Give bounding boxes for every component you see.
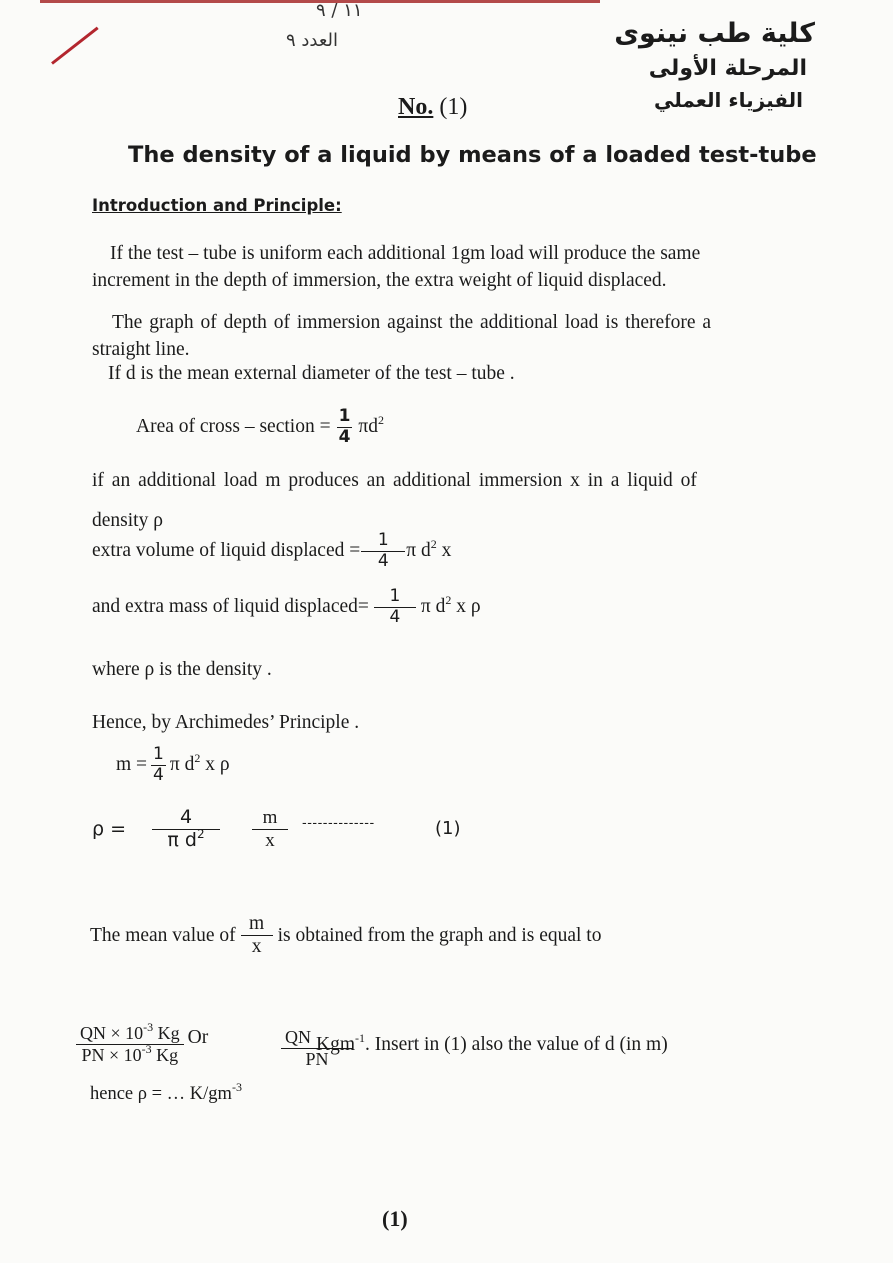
rho-fraction-2 (252, 808, 288, 851)
m-over-x-denominator: x (251, 936, 262, 958)
experiment-no-label: No. (398, 94, 434, 120)
college-name: كلية طب نينوى (614, 18, 815, 49)
volume-equation (92, 532, 451, 571)
volume-numerator: 1 (361, 532, 405, 552)
rho-denominator-2: x (265, 829, 275, 851)
qn-numerator-exp: -3 (143, 1020, 154, 1034)
paragraph-4-line-2: density ρ (92, 510, 163, 531)
qn2-tail-unit: Kgm (316, 1034, 355, 1055)
m-over-x-fraction (242, 914, 272, 958)
experiment-no-value: (1) (439, 94, 468, 120)
qn2-denominator: PN (305, 1048, 329, 1069)
volume-fraction (362, 532, 404, 571)
qn2-tail-text: . Insert in (1) also the value of d (in m) (365, 1034, 668, 1055)
volume-denominator: 4 (377, 550, 389, 571)
rho-numerator-2: m (252, 808, 288, 830)
m-numerator: 1 (153, 744, 164, 764)
mass-denominator: 4 (389, 606, 401, 627)
pn-denominator-text: PN × 10 (81, 1044, 142, 1065)
page-number: (1) (382, 1206, 408, 1231)
qn2-tail-exp: -1 (355, 1031, 365, 1045)
section-heading: Introduction and Principle: (92, 196, 342, 215)
experiment-number (398, 94, 467, 121)
m-tail-b: x ρ (200, 754, 230, 776)
archimedes-line: Hence, by Archimedes’ Principle . (92, 712, 360, 733)
hence-exponent: -3 (231, 1080, 242, 1094)
area-tail (358, 413, 385, 438)
area-exponent: 2 (378, 413, 385, 428)
rho-denominator-1 (165, 826, 206, 851)
m-exponent: 2 (194, 751, 201, 766)
m-over-x-numerator: m (241, 914, 273, 936)
qn-numerator (76, 1020, 184, 1045)
mass-equation (92, 588, 481, 627)
paragraph-2-line-1: The graph of depth of immersion against the additional load is therefore a (112, 312, 712, 333)
area-numerator: 1 (338, 406, 351, 426)
rho-equation-label: (1) (435, 818, 461, 839)
pn-denominator-exp: -3 (141, 1041, 152, 1056)
qn-pn-expression (76, 1020, 209, 1065)
qn2-numerator: QN (281, 1028, 353, 1049)
paragraph-2-line-2: straight line. (92, 339, 190, 360)
paragraph-1-line-1: If the test – tube is uniform each additional 1gm load will produce the same (110, 243, 701, 264)
m-lhs: m = (116, 754, 148, 776)
volume-label: extra volume of liquid displaced = (92, 540, 361, 562)
red-pen-mark (51, 27, 99, 65)
area-tail-text: πd (358, 416, 379, 438)
m-tail (169, 751, 230, 776)
volume-tail-b: x (436, 540, 452, 562)
rho-denominator-1-text: π d (167, 828, 197, 851)
area-fraction (337, 408, 353, 447)
page-title: The density of a liquid by means of a loaded test-tube (128, 142, 817, 168)
hence-line (90, 1080, 242, 1105)
area-label: Area of cross – section = (136, 416, 331, 438)
area-equation (136, 408, 384, 447)
area-denominator: 4 (338, 426, 351, 447)
mean-value-line (90, 914, 601, 958)
rho-denominator-1-exp: 2 (196, 826, 205, 841)
mass-tail-a: π d (420, 596, 446, 618)
mass-numerator: 1 (374, 588, 416, 608)
qn-pn-fraction (76, 1020, 184, 1065)
pn-denominator-unit: Kg (151, 1044, 179, 1065)
qn-numerator-unit: Kg (153, 1023, 180, 1043)
handwritten-number-note: العدد ٩ (286, 30, 339, 51)
hence-text: hence ρ = … K/gm (90, 1084, 232, 1104)
volume-exponent: 2 (430, 537, 437, 552)
volume-tail (406, 537, 452, 562)
m-denominator: 4 (153, 764, 164, 785)
mass-label: and extra mass of liquid displaced= (92, 596, 369, 618)
mass-tail-b: x ρ (451, 596, 481, 618)
or-text: Or (187, 1027, 209, 1049)
pn-denominator (79, 1041, 180, 1065)
mass-fraction (375, 588, 415, 627)
qn2-tail (316, 1031, 668, 1056)
mass-tail (420, 593, 481, 618)
paragraph-1-line-2: increment in the depth of immersion, the extra weight of liquid displaced. (92, 270, 667, 291)
m-fraction (151, 746, 166, 785)
paragraph-3: If d is the mean external diameter of the test – tube . (108, 363, 515, 384)
mass-exponent: 2 (445, 593, 452, 608)
mean-value-prefix: The mean value of (90, 924, 236, 946)
stage-name: المرحلة الأولى (648, 56, 807, 81)
rho-dashes: -------------- (302, 816, 375, 831)
mean-value-suffix: is obtained from the graph and is equal to (277, 924, 602, 946)
rho-lhs: ρ = (92, 818, 127, 840)
m-equation (116, 746, 230, 785)
density-definition: where ρ is the density . (92, 659, 272, 680)
rho-fraction-1 (152, 808, 220, 851)
qn-numerator-text: QN × 10 (80, 1023, 144, 1043)
m-tail-a: π d (169, 754, 195, 776)
handwritten-top-note: ١١ / ٩ (316, 0, 363, 21)
rho-numerator-1: 4 (152, 808, 220, 830)
subject-name: الفيزياء العملي (653, 88, 803, 112)
volume-tail-a: π d (406, 540, 431, 562)
paragraph-4-line-1: if an additional load m produces an additional immersion x in a liquid of (92, 470, 697, 491)
qn-pn-ratio (282, 1028, 668, 1069)
